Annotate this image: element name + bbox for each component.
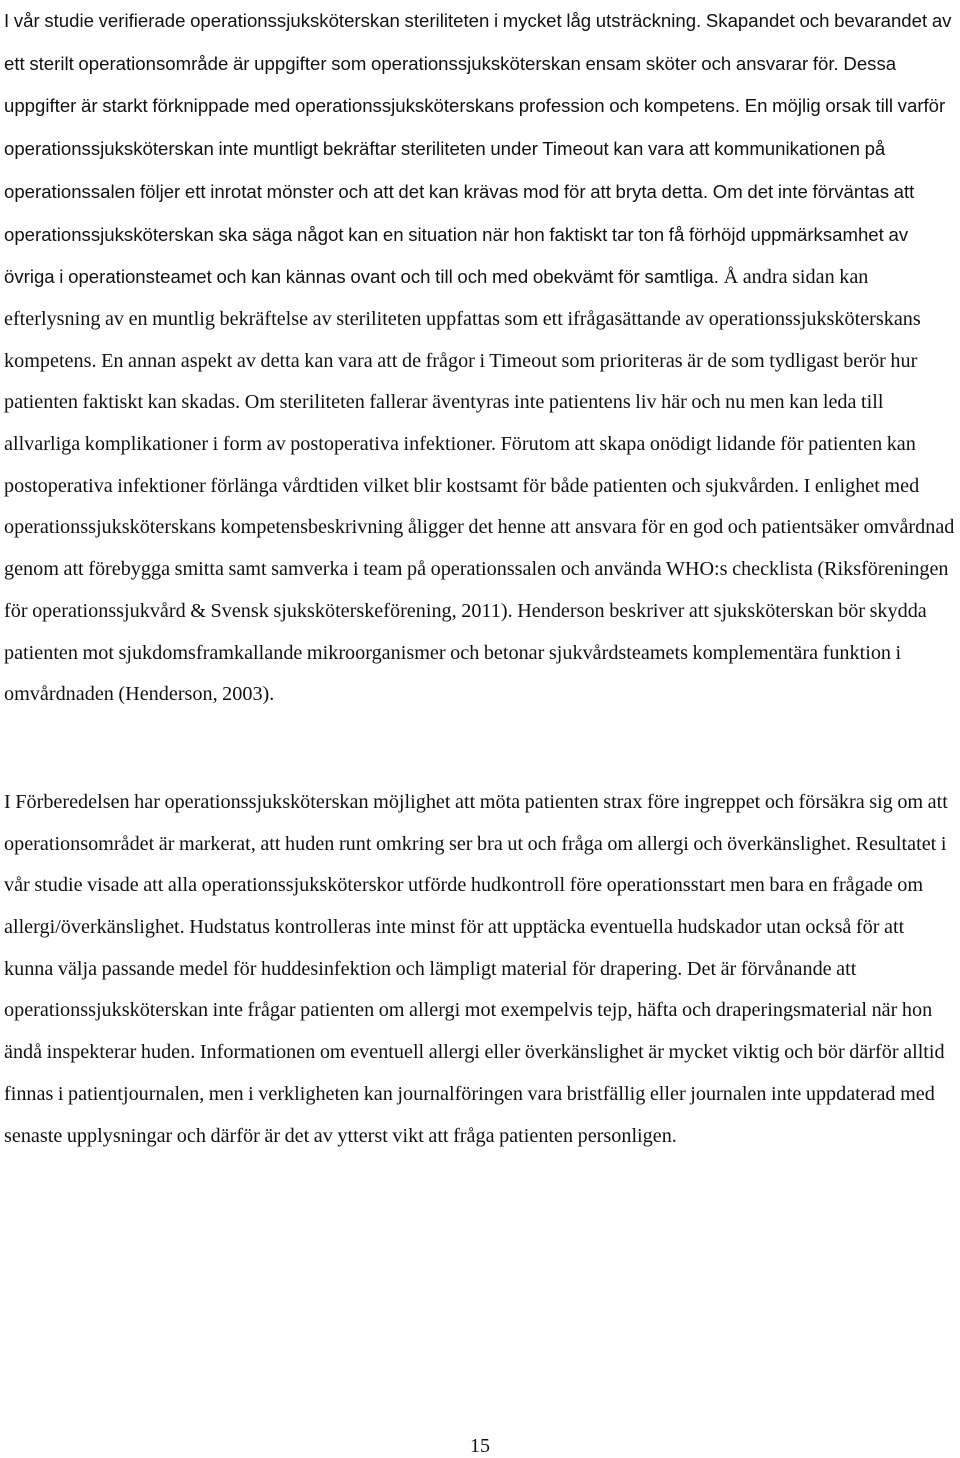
sentence: En möjlig orsak till varför operationssjuksköterskan inte muntligt bekräftar steriliteten under Timeout kan vara att kommunikationen på operationssalen följer ett inrotat mönster och att det kan krävas mod för att bryta detta. [4,95,946,202]
sentence: Informationen om eventuell allergi eller överkänslighet är mycket viktig och bör därför alltid finnas i patientjournalen, men i verkligheten kan journalföringen vara bristfällig eller journalen inte uppdaterad med senaste upplysningar och därför är det av ytterst vikt att fråga patienten personligen. [4,1041,945,1147]
sentence: Henderson beskriver att sjuksköterskan bör skydda patienten mot sjukdomsframkallande mikroorganismer och betonar sjukvårdsteamets komplementära funktion i omvårdnaden (Henderson, 2003). [4,599,927,706]
sentence: I enlighet med operationssjuksköterskans kompetensbeskrivning åligger det henne att ansvara för en god och patientsäker omvårdnad genom att förebygga smitta samt samverka i team på operationssalen och använda WHO:s checklista (Riksföreningen för operationssjukvård & Svensk sjuksköterskeförening, 2011). [4,474,955,622]
document-page [4,0,958,1157]
sentence: Om steriliteten fallerar äventyras inte patientens liv här och nu men kan leda till allvarliga komplikationer i form av postoperativa infektioner. [4,391,884,456]
paragraph-preparation-allergy [4,782,958,1157]
sentence: Skapandet och bevarandet av ett sterilt operationsområde är uppgifter som operationssjuksköterskan ensam sköter och ansvarar för. [4,10,952,74]
sentence: Å andra sidan kan efterlysning av en muntlig bekräftelse av steriliteten uppfattas som ett ifrågasättande av operationssjuksköterskans kompetens. [4,266,921,372]
sentence: Det är förvånande att operationssjuksköterskan inte frågar patienten om allergi mot exempelvis tejp, häfta och draperingsmaterial när hon ändå inspekterar huden. [4,957,933,1064]
paragraph-sterility-verification [4,0,958,716]
sentence: Dessa uppgifter är starkt förknippade med operationssjuksköterskans profession och kompetens. [4,52,897,117]
sentence: I Förberedelsen har operationssjuksköterskan möjlighet att möta patienten strax före ingreppet och försäkra sig om att operationsområdet är markerat, att huden runt omkring ser bra ut och fråga om allergi och överkänslighet. [4,790,948,855]
sentence: Om det inte förväntas att operationssjuksköterskan ska säga något kan en situation när hon faktiskt tar ton få förhöjd uppmärksamhet av övriga i operationsteamet och kan kännas ovant och till och med obekvämt för samtliga. [4,180,915,288]
sentence: Förutom att skapa onödigt lidande för patienten kan postoperativa infektioner förlänga vårdtiden vilket blir kostsamt för både patienten och sjukvården. [4,433,916,497]
sentence: I vår studie verifierade operationssjuksköterskan steriliteten i mycket låg utsträckning. [4,10,706,31]
sentence: En annan aspekt av detta kan vara att de frågor i Timeout som prioriteras är de som tydligast berör hur patienten faktiskt kan skadas. [4,349,918,414]
page-number: 15 [470,1435,490,1457]
sentence: Hudstatus kontrolleras inte minst för att upptäcka eventuella hudskador utan också för att kunna välja passande medel för huddesinfektion och lämpligt material för drapering. [4,916,905,980]
sentence: Resultatet i vår studie visade att alla operationssjuksköterskor utförde hudkontroll före operationsstart men bara en frågade om allergi/överkänslighet. [4,832,947,939]
